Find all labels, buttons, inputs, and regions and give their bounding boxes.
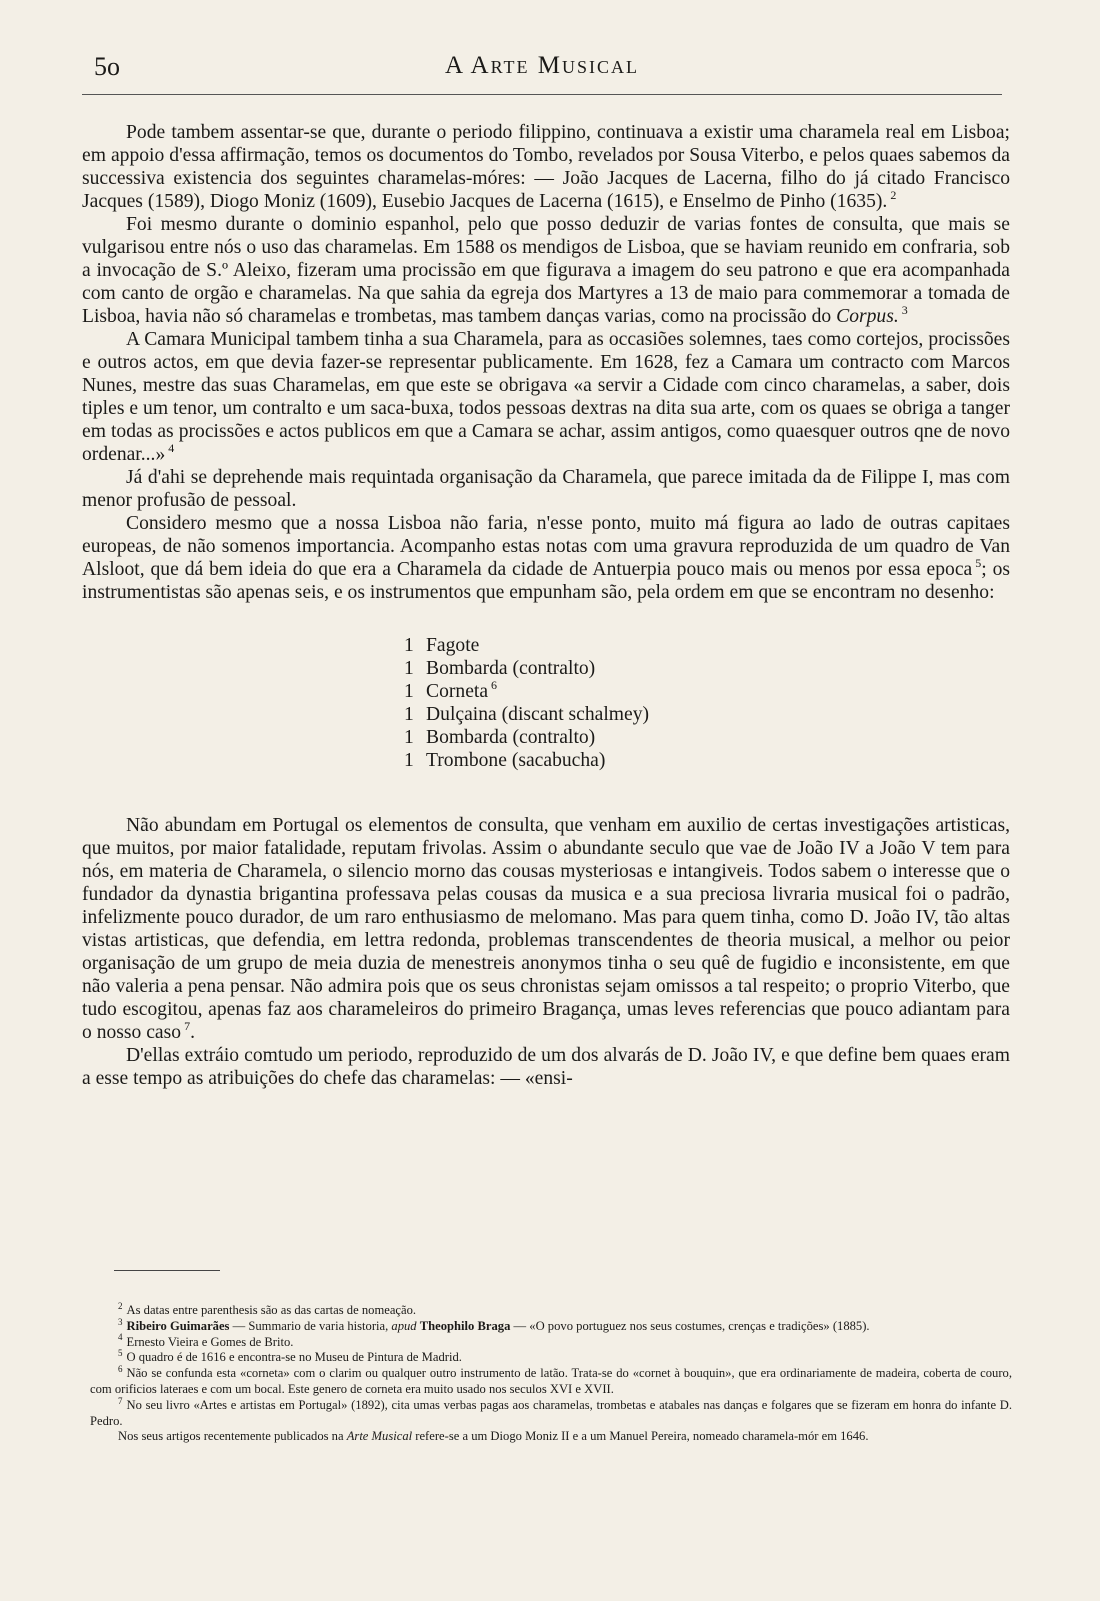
footnote-6: $^6$ Não se confunda esta «corneta» com o clarim ou qualquer outro instrumento de latão. Trata-se do «cornet à bouquin», que era ordinariamente de madeira, coberta de couro, com orificios lateraes e com um bocal. Este genero de corneta era muito usado nos seculos XVI e XVII. [90, 1364, 1012, 1396]
paragraph-6: Não abundam em Portugal os elementos de consulta, que venham em auxilio de certas investigações artisticas, que muitos, por maior fatalidade, reputam frivolas. Assim o abundante seculo que vae de João IV a João V tem para nós, em materia de Charamela, o silencio morno das cousas mysteriosas e intangiveis. Todos sabem o interesse que o fundador da dynastia brigantina professava pelas cousas da musica e a sua preciosa livraria musical foi o padrão, infelizmente pouco durador, de um raro enthusiasmo de melomano. Mas para quem tinha, como D. João IV, tão altas vistas artisticas, que defendia, em lettra redonda, problemas transcendentes de theoria musical, a melhor ou peior organisação de um grupo de meia duzia de menestreis anonymos tinha o seu quê de fugidio e inconsistente, em que não valeria a pena pensar. Não admira pois que os seus chronistas sejam omissos a tal respeito; o proprio Viterbo, que tudo escogitou, apenas faz aos charameleiros do primeiro Bragança, umas leves referencias que pouco adiantam para o nosso caso $^7$. [82, 815, 1010, 1043]
footnote-rule [114, 1270, 220, 1271]
article-body [82, 121, 1010, 1090]
page-header [82, 52, 1002, 92]
footnote-ref-4: 4 [168, 441, 175, 456]
list-item: 1 Bombarda (contralto) [404, 727, 596, 748]
paragraph-1: Pode tambem assentar-se que, durante o periodo filippino, continuava a existir uma charamela real em Lisboa; em appoio d'essa affirmação, temos os documentos do Tombo, revelados por Sousa Viterbo, e pelos quaes sabemos da successiva existencia dos seguintes charamelas-móres: — João Jacques de Lacerna, filho do já citado Francisco Jacques (1589), Diogo Moniz (1609), Eusebio Jacques de Lacerna (1615), e Enselmo de Pinho (1635). $^2$ [82, 122, 1010, 212]
footnote-5: $^5$ O quadro é de 1616 e encontra-se no Museu de Pintura de Madrid. [118, 1348, 462, 1365]
instrument-list [404, 634, 1010, 772]
list-item: 1 Dulçaina (discant schalmey) [404, 704, 650, 725]
footnote-2: $^2$ As datas entre parenthesis são as das cartas de nomeação. [118, 1300, 417, 1317]
footnote-7: $^7$ No seu livro «Artes e artistas em Portugal» (1892), cita umas verbas pagas aos charamelas, trombetas e atabales nas danças e folgares que se fizeram em honra do infante D. Pedro. [90, 1395, 1012, 1428]
footnote-7-continued: Nos seus artigos recentemente publicados na Arte Musical refere-se a um Diogo Moniz II e a um Manuel Pereira, nomeado charamela-mór em 1646. [118, 1429, 869, 1444]
footnote-ref-2: 2 [890, 188, 897, 203]
header-rule [82, 94, 1002, 95]
footnote-ref-5: 5 [975, 556, 982, 571]
paragraph-4: Já d'ahi se deprehende mais requintada organisação da Charamela, que parece imitada da de Filippe I, mas com menor profusão de pessoal. [82, 467, 1010, 511]
list-item: 1 Bombarda (contralto) [404, 658, 596, 679]
page-number: 5o [94, 52, 120, 81]
paragraph-3: A Camara Municipal tambem tinha a sua Charamela, para as occasiões solemnes, taes como cortejos, procissões e outros actos, em que devia fazer-se representar publicamente. Em 1628, fez a Camara um contracto com Marcos Nunes, mestre das suas Charamelas, em que este se obrigava «a servir a Cidade com cinco charamelas, a saber, dois tiples e um tenor, um contralto e um saca-buxa, todos pessoas dextras na dita sua arte, com os quaes se obriga a tanger em todas as procissões e actos publicos em que a Camara se achar, assim antigos, como quaesquer outros qne de novo ordenar...» $^4$ [82, 329, 1010, 465]
footnote-ref-3: 3 [901, 303, 908, 318]
footnotes [90, 1300, 1012, 1445]
paragraph-2: Foi mesmo durante o dominio espanhol, pelo que posso deduzir de varias fontes de consulta, que mais se vulgarisou entre nós o uso das charamelas. Em 1588 os mendigos de Lisboa, que se haviam reunido em confraria, sob a invocação de S.º Aleixo, fizeram uma procissão em que figurava a imagem do seu patrono e que era acompanhada com canto de orgão e charamelas. Na que sahia da egreja dos Martyres a 13 de maio para commemorar a tomada de Lisboa, havia não só charamelas e trombetas, mas tambem danças varias, como na procissão do Corpus. $^3$ [82, 214, 1010, 327]
footnote-4: $^4$ Ernesto Vieira e Gomes de Brito. [118, 1332, 294, 1349]
footnote-ref-6: 6 [491, 678, 498, 693]
list-item: 1 Trombone (sacabucha) [404, 750, 606, 771]
footnote-3: $^3$ Ribeiro Guimarães — Summario de varia historia, apud Theophilo Braga — «O povo portuguez nos seus costumes, crenças e tradições» (1885). [118, 1316, 870, 1333]
emphasis-corpus: Corpus. [836, 306, 899, 327]
paragraph-5: Considero mesmo que a nossa Lisboa não faria, n'esse ponto, muito má figura ao lado de outras capitaes europeas, de não somenos importancia. Acompanho estas notas com uma gravura reproduzida de um quadro de Van Alsloot, que dá bem ideia do que era a Charamela da cidade de Antuerpia pouco mais ou menos por essa epoca $^5$; os instrumentistas são apenas seis, e os instrumentos que empunham são, pela ordem em que se encontram no desenho: [82, 513, 1010, 603]
list-item: 1 Fagote [404, 635, 480, 656]
list-item: 1 Corneta $^6$ [404, 678, 498, 702]
journal-title: A Arte Musical [445, 52, 639, 79]
paragraph-7: D'ellas extráio comtudo um periodo, reproduzido de um dos alvarás de D. João IV, e que define bem quaes eram a esse tempo as atribuições do chefe das charamelas: — «ensi- [82, 1045, 1010, 1089]
footnote-ref-7: 7 [184, 1019, 191, 1034]
